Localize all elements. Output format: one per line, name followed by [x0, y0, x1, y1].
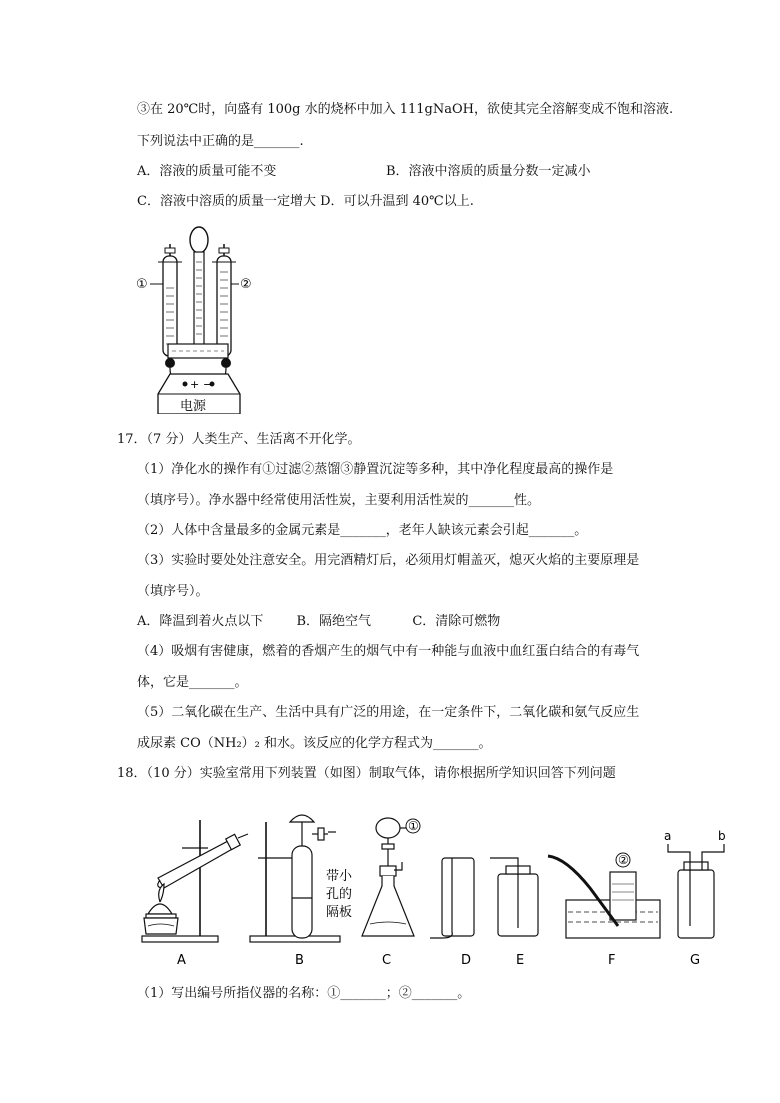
label-g: G: [690, 953, 701, 968]
apparatus-g: [668, 844, 724, 938]
label-e: E: [516, 953, 525, 968]
q17-p1-line2: （填序号）。净水器中经常使用活性炭，主要利用活性炭的_______性。: [137, 493, 541, 508]
apparatus-f: [548, 856, 660, 938]
apparatus-c: [362, 818, 414, 936]
q16-part3-line2: 下列说法中正确的是_______.: [137, 134, 304, 149]
q16-option-b: B．溶液中溶质的质量分数一定减小: [386, 164, 591, 179]
q17-p2: （2）人体中含量最多的金属元素是_______，老年人缺该元素会引起_______。: [137, 523, 588, 538]
plus-sign: +: [190, 378, 200, 391]
q16-option-cd: C．溶液中溶质的质量一定增大 D．可以升温到 40℃以上.: [137, 194, 474, 209]
label-b: B: [295, 953, 304, 968]
power-label: 电源: [180, 399, 207, 414]
label-d: D: [461, 953, 472, 968]
apparatus-e: [490, 858, 538, 936]
left-electrode: [165, 358, 175, 368]
b-partition-line3: 隔板: [326, 905, 353, 920]
q17-p3-line1: （3）实验时要处处注意安全。用完酒精灯后，必须用灯帽盖灭，熄灭火焰的主要原理是: [137, 553, 640, 568]
q16-part3-line1: ③在 20℃时，向盛有 100g 水的烧杯中加入 111gNaOH，欲使其完全溶解变成不饱和溶液.: [137, 102, 674, 117]
electrode-label-2: ②: [240, 277, 252, 292]
apparatus-d: [430, 858, 474, 938]
connecting-tube: [168, 344, 228, 358]
left-tube: [163, 256, 177, 356]
g-port-b: b: [718, 829, 726, 843]
q17-p5-line1: （5）二氧化碳在生产、生活中具有广泛的用途，在一定条件下，二氧化碳和氨气反应生: [137, 705, 640, 720]
b-partition-line1: 带小: [326, 869, 353, 884]
lab-apparatus-figure: [130, 808, 740, 973]
q17-p4-line1: （4）吸烟有害健康，燃着的香烟产生的烟气中有一种能与血液中血红蛋白结合的有毒气: [137, 644, 640, 659]
label-c: C: [382, 953, 392, 968]
q16-option-a: A．溶液的质量可能不变: [137, 164, 277, 179]
q17-p3-line2: （填序号）。: [137, 584, 209, 599]
mark-1: ①: [408, 819, 419, 833]
apparatus-a: [142, 820, 248, 942]
mark-2: ②: [618, 853, 629, 867]
right-tube: [217, 256, 231, 356]
reservoir-bulb: [190, 227, 208, 253]
electrolysis-apparatus-figure: [130, 222, 270, 414]
q17-header: 17．（7 分）人类生产、生活离不开化学。: [117, 432, 361, 447]
q17-p5-line2: 成尿素 CO（NH₂）₂ 和水。该反应的化学方程式为_______。: [137, 736, 492, 751]
q18-p1: （1）写出编号所指仪器的名称：①_______；②_______。: [137, 986, 471, 1001]
minus-sign: −: [203, 378, 213, 391]
q17-p4-line2: 体，它是_______。: [137, 675, 248, 690]
b-partition-line2: 孔的: [326, 887, 353, 902]
g-port-a: a: [664, 829, 672, 843]
q18-header: 18．（10 分）实验室常用下列装置（如图）制取气体，请你根据所学知识回答下列问题: [117, 766, 616, 781]
label-a: A: [177, 953, 186, 968]
q17-p3-options: A．降温到着火点以下 B．隔绝空气 C．清除可燃物: [137, 614, 501, 629]
label-f: F: [608, 953, 616, 968]
electrode-label-1: ①: [136, 277, 148, 292]
q17-p1-line1: （1）净化水的操作有①过滤②蒸馏③静置沉淀等多种，其中净化程度最高的操作是: [137, 462, 614, 477]
right-electrode: [221, 358, 231, 368]
